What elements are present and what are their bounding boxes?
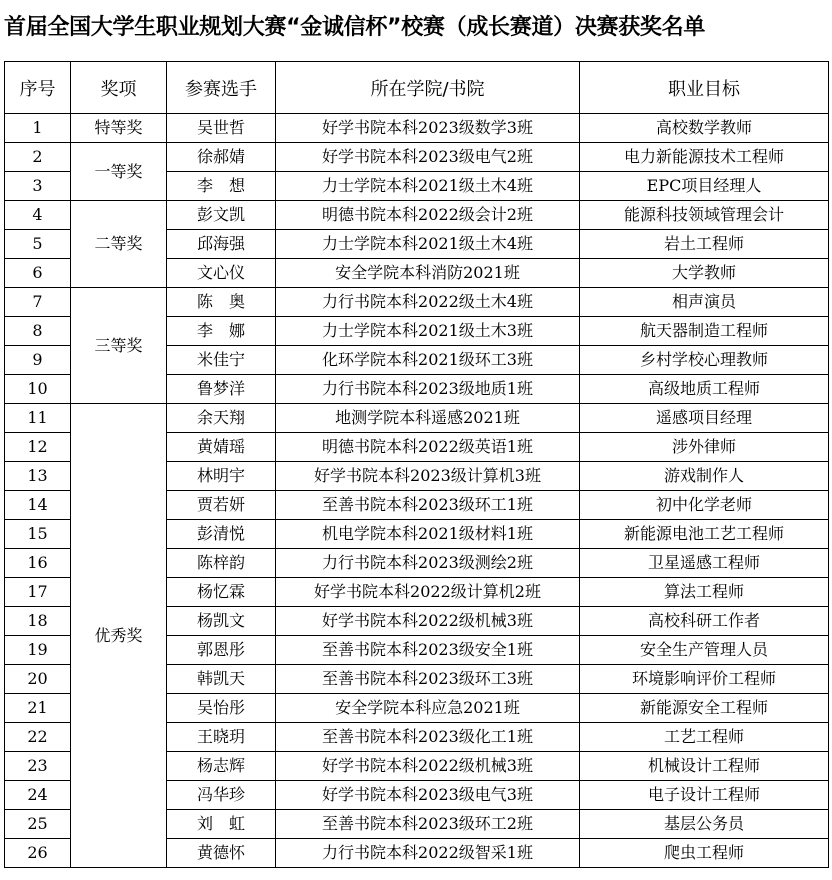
career-goal: 爬虫工程师	[580, 839, 829, 868]
career-goal: 算法工程师	[580, 578, 829, 607]
college-class: 好学书院本科2023级数学3班	[276, 114, 580, 143]
career-goal: 高校科研工作者	[580, 607, 829, 636]
career-goal: 相声演员	[580, 288, 829, 317]
table-row	[5, 404, 829, 433]
row-number: 5	[5, 230, 71, 259]
row-number: 7	[5, 288, 71, 317]
row-number: 14	[5, 491, 71, 520]
contestant-name: 邱海强	[167, 230, 276, 259]
career-goal: 电力新能源技术工程师	[580, 143, 829, 172]
contestant-name: 吴怡彤	[167, 694, 276, 723]
table-row	[5, 143, 829, 172]
contestant-name: 鲁梦洋	[167, 375, 276, 404]
career-goal: 航天器制造工程师	[580, 317, 829, 346]
contestant-name: 米佳宁	[167, 346, 276, 375]
college-class: 机电学院本科2021级材料1班	[276, 520, 580, 549]
award-level: 二等奖	[71, 201, 167, 288]
row-number: 23	[5, 752, 71, 781]
row-number: 17	[5, 578, 71, 607]
row-number: 24	[5, 781, 71, 810]
table-row	[5, 201, 829, 230]
career-goal: 机械设计工程师	[580, 752, 829, 781]
header-number: 序号	[5, 62, 71, 114]
award-level: 三等奖	[71, 288, 167, 404]
contestant-name: 余天翔	[167, 404, 276, 433]
contestant-name: 陈 奥	[167, 288, 276, 317]
contestant-name: 吴世哲	[167, 114, 276, 143]
college-class: 至善书院本科2023级化工1班	[276, 723, 580, 752]
award-level: 一等奖	[71, 143, 167, 201]
career-goal: 涉外律师	[580, 433, 829, 462]
career-goal: 环境影响评价工程师	[580, 665, 829, 694]
row-number: 12	[5, 433, 71, 462]
row-number: 8	[5, 317, 71, 346]
career-goal: 安全生产管理人员	[580, 636, 829, 665]
header-award: 奖项	[71, 62, 167, 114]
contestant-name: 杨志辉	[167, 752, 276, 781]
row-number: 25	[5, 810, 71, 839]
row-number: 22	[5, 723, 71, 752]
contestant-name: 彭文凯	[167, 201, 276, 230]
contestant-name: 李 娜	[167, 317, 276, 346]
award-level: 特等奖	[71, 114, 167, 143]
header-contestant: 参赛选手	[167, 62, 276, 114]
career-goal: 初中化学老师	[580, 491, 829, 520]
row-number: 20	[5, 665, 71, 694]
college-class: 力行书院本科2022级智采1班	[276, 839, 580, 868]
college-class: 安全学院本科消防2021班	[276, 259, 580, 288]
contestant-name: 冯华珍	[167, 781, 276, 810]
college-class: 地测学院本科遥感2021班	[276, 404, 580, 433]
career-goal: EPC项目经理人	[580, 172, 829, 201]
row-number: 6	[5, 259, 71, 288]
row-number: 9	[5, 346, 71, 375]
career-goal: 高校数学教师	[580, 114, 829, 143]
contestant-name: 陈梓韵	[167, 549, 276, 578]
table-row	[5, 288, 829, 317]
college-class: 明德书院本科2022级英语1班	[276, 433, 580, 462]
college-class: 至善书院本科2023级环工2班	[276, 810, 580, 839]
contestant-name: 郭恩彤	[167, 636, 276, 665]
college-class: 力行书院本科2022级土木4班	[276, 288, 580, 317]
career-goal: 电子设计工程师	[580, 781, 829, 810]
college-class: 至善书院本科2023级环工1班	[276, 491, 580, 520]
college-class: 好学书院本科2022级机械3班	[276, 607, 580, 636]
contestant-name: 文心仪	[167, 259, 276, 288]
row-number: 3	[5, 172, 71, 201]
row-number: 13	[5, 462, 71, 491]
row-number: 4	[5, 201, 71, 230]
row-number: 18	[5, 607, 71, 636]
career-goal: 能源科技领域管理会计	[580, 201, 829, 230]
contestant-name: 李 想	[167, 172, 276, 201]
table-row	[5, 114, 829, 143]
row-number: 11	[5, 404, 71, 433]
row-number: 1	[5, 114, 71, 143]
contestant-name: 王晓玥	[167, 723, 276, 752]
row-number: 26	[5, 839, 71, 868]
contestant-name: 黄德怀	[167, 839, 276, 868]
contestant-name: 林明宇	[167, 462, 276, 491]
contestant-name: 黄婧瑶	[167, 433, 276, 462]
awards-table	[4, 61, 829, 868]
row-number: 10	[5, 375, 71, 404]
award-level: 优秀奖	[71, 404, 167, 868]
document-title: 首届全国大学生职业规划大赛“金诚信杯”校赛（成长赛道）决赛获奖名单	[4, 15, 706, 40]
contestant-name: 杨忆霖	[167, 578, 276, 607]
college-class: 力士学院本科2021级土木4班	[276, 172, 580, 201]
college-class: 好学书院本科2022级计算机2班	[276, 578, 580, 607]
career-goal: 乡村学校心理教师	[580, 346, 829, 375]
career-goal: 游戏制作人	[580, 462, 829, 491]
row-number: 15	[5, 520, 71, 549]
header-college: 所在学院/书院	[276, 62, 580, 114]
college-class: 好学书院本科2023级电气3班	[276, 781, 580, 810]
row-number: 16	[5, 549, 71, 578]
college-class: 明德书院本科2022级会计2班	[276, 201, 580, 230]
career-goal: 新能源电池工艺工程师	[580, 520, 829, 549]
college-class: 化环学院本科2021级环工3班	[276, 346, 580, 375]
career-goal: 遥感项目经理	[580, 404, 829, 433]
contestant-name: 杨凯文	[167, 607, 276, 636]
college-class: 力行书院本科2023级测绘2班	[276, 549, 580, 578]
college-class: 安全学院本科应急2021班	[276, 694, 580, 723]
contestant-name: 贾若妍	[167, 491, 276, 520]
college-class: 力行书院本科2023级地质1班	[276, 375, 580, 404]
career-goal: 大学教师	[580, 259, 829, 288]
career-goal: 基层公务员	[580, 810, 829, 839]
table-header-row	[5, 62, 829, 114]
contestant-name: 刘 虹	[167, 810, 276, 839]
contestant-name: 徐郝婧	[167, 143, 276, 172]
college-class: 力士学院本科2021级土木3班	[276, 317, 580, 346]
college-class: 力士学院本科2021级土木4班	[276, 230, 580, 259]
career-goal: 工艺工程师	[580, 723, 829, 752]
college-class: 至善书院本科2023级安全1班	[276, 636, 580, 665]
row-number: 19	[5, 636, 71, 665]
row-number: 2	[5, 143, 71, 172]
career-goal: 新能源安全工程师	[580, 694, 829, 723]
contestant-name: 韩凯天	[167, 665, 276, 694]
career-goal: 卫星遥感工程师	[580, 549, 829, 578]
college-class: 好学书院本科2022级机械3班	[276, 752, 580, 781]
table-body	[5, 114, 829, 868]
college-class: 好学书院本科2023级计算机3班	[276, 462, 580, 491]
header-career-goal: 职业目标	[580, 62, 829, 114]
contestant-name: 彭清悦	[167, 520, 276, 549]
row-number: 21	[5, 694, 71, 723]
career-goal: 高级地质工程师	[580, 375, 829, 404]
college-class: 好学书院本科2023级电气2班	[276, 143, 580, 172]
college-class: 至善书院本科2023级环工3班	[276, 665, 580, 694]
career-goal: 岩土工程师	[580, 230, 829, 259]
